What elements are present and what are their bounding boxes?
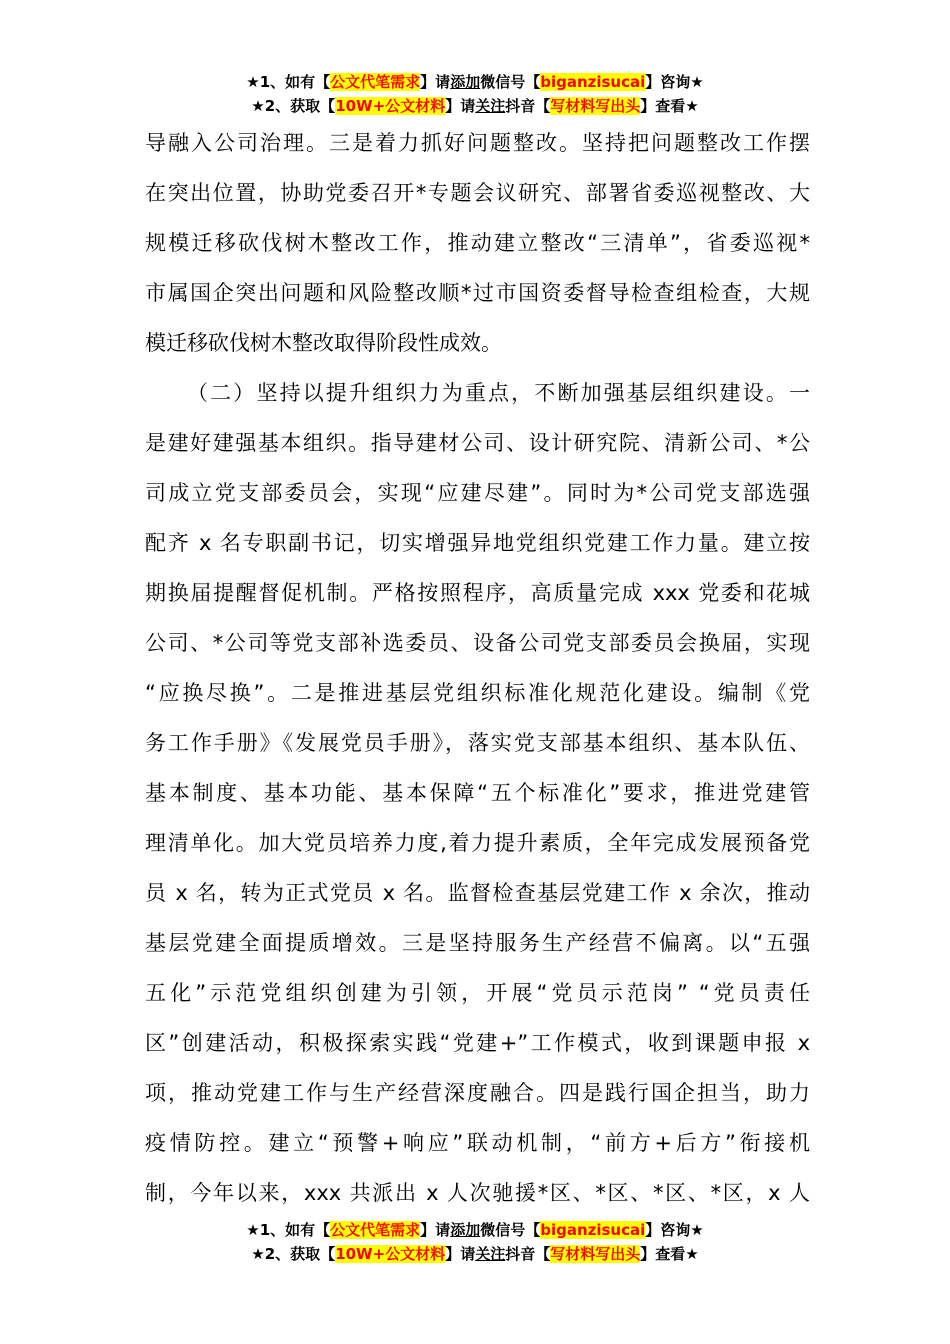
banner-highlight: 公文代笔需求 (330, 73, 421, 91)
body-line: 基本制度、基本功能、基本保障“五个标准化”要求，推进党建管 (145, 781, 810, 805)
banner-highlight: 写材料写出头 (550, 97, 641, 115)
body-line: 区”创建活动，积极探索实践“党建+”工作模式，收到课题申报 x (145, 1031, 810, 1055)
banner-highlight: 写材料写出头 (550, 1245, 641, 1263)
banner-text: 】咨询★ (645, 73, 704, 91)
banner-text: 微信号【 (480, 73, 541, 91)
banner-line-1 (0, 70, 950, 94)
body-line: 员 x 名，转为正式党员 x 名。监督检查基层党建工作 x 余次，推动 (145, 881, 810, 905)
banner-line-2 (0, 94, 950, 118)
body-line: 在突出位置，协助党委召开*专题会议研究、部署省委巡视整改、大 (145, 181, 810, 205)
body-line: “应换尽换”。二是推进基层党组织标准化规范化建设。编制《党 (145, 681, 810, 705)
body-line: 务工作手册》《发展党员手册》，落实党支部基本组织、基本队伍、 (145, 731, 810, 755)
banner-text: 】请 (445, 1245, 476, 1263)
banner-text: ★1、如有【 (246, 73, 331, 91)
body-line: 制，今年以来，xxx 共派出 x 人次驰援*区、*区、*区、*区，x 人 (145, 1181, 810, 1205)
body-line: 基层党建全面提质增效。三是坚持服务生产经营不偏离。以“五强 (145, 931, 810, 955)
banner-underline: 关注 (475, 97, 506, 115)
banner-highlight: 10W+公文材料 (335, 97, 446, 115)
banner-text: 微信号【 (480, 1221, 541, 1239)
banner-highlight: biganzisucai (540, 73, 646, 91)
banner-text: 抖音【 (505, 97, 551, 115)
body-line: 模迁移砍伐树木整改取得阶段性成效。 (145, 331, 502, 355)
banner-line-1 (0, 1218, 950, 1242)
banner-highlight: 公文代笔需求 (330, 1221, 421, 1239)
banner-line-2 (0, 1242, 950, 1266)
body-line: 五化”示范党组织创建为引领，开展“党员示范岗” “党员责任 (145, 981, 810, 1005)
banner-text: 】查看★ (640, 97, 699, 115)
banner-underline: 添加 (450, 1221, 481, 1239)
banner-highlight: biganzisucai (540, 1221, 646, 1239)
body-line: 疫情防控。建立“预警+响应”联动机制，“前方+后方”衔接机 (145, 1131, 810, 1155)
banner-text: 】请 (420, 73, 451, 91)
body-line: 是建好建强基本组织。指导建材公司、设计研究院、清新公司、*公 (145, 431, 810, 455)
top-banner (0, 70, 950, 118)
banner-text: 】请 (420, 1221, 451, 1239)
banner-text: 】请 (445, 97, 476, 115)
banner-text: ★2、获取【 (251, 1245, 336, 1263)
body-line: 司成立党支部委员会，实现“应建尽建”。同时为*公司党支部选强 (145, 481, 810, 505)
body-line: 项，推动党建工作与生产经营深度融合。四是践行国企担当，助力 (145, 1081, 810, 1105)
body-line: 理清单化。加大党员培养力度,着力提升素质，全年完成发展预备党 (145, 831, 810, 855)
banner-text: ★2、获取【 (251, 97, 336, 115)
banner-text: 】查看★ (640, 1245, 699, 1263)
banner-underline: 添加 (450, 73, 481, 91)
banner-highlight: 10W+公文材料 (335, 1245, 446, 1263)
body-line: 市属国企突出问题和风险整改顺*过市国资委督导检查组检查，大规 (145, 281, 810, 305)
section-heading-line: （二）坚持以提升组织力为重点，不断加强基层组织建设。一 (187, 381, 810, 405)
body-line: 配齐 x 名专职副书记，切实增强异地党组织党建工作力量。建立按 (145, 531, 810, 555)
banner-text: ★1、如有【 (246, 1221, 331, 1239)
banner-text: 抖音【 (505, 1245, 551, 1263)
bottom-banner (0, 1218, 950, 1266)
body-line: 期换届提醒督促机制。严格按照程序，高质量完成 xxx 党委和花城 (145, 581, 810, 605)
document-body (145, 118, 810, 1218)
body-line: 公司、*公司等党支部补选委员、设备公司党支部委员会换届，实现 (145, 631, 810, 655)
banner-underline: 关注 (475, 1245, 506, 1263)
body-line: 规模迁移砍伐树木整改工作，推动建立整改“三清单”，省委巡视* (145, 231, 810, 255)
body-line: 导融入公司治理。三是着力抓好问题整改。坚持把问题整改工作摆 (145, 131, 810, 155)
banner-text: 】咨询★ (645, 1221, 704, 1239)
